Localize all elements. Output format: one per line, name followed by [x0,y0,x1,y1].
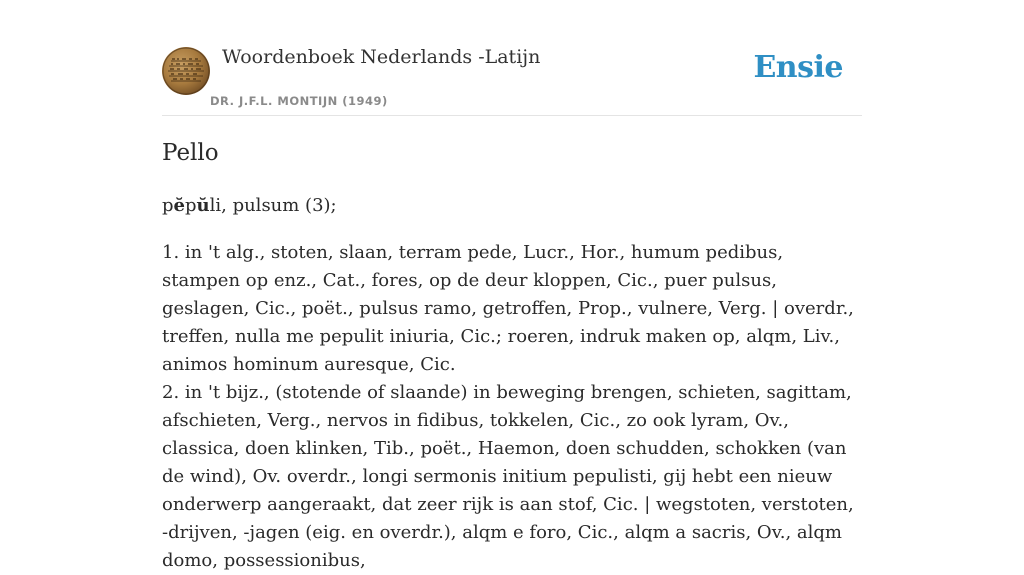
entry-title: Pello [162,140,219,166]
definition-paragraph: 1. in 't alg., stoten, slaan, terram pede, Lucr., Hor., humum pedibus, stampen op enz., Cat., fores, op de deur kloppen, Cic., puer pulsus, geslagen, Cic., poët., pulsus ramo, getroffen, Prop., vulnere, Verg. | overdr., treffen, nulla me pepulit iniuria, Cic.; roeren, indruk maken op, alqm, Liv., animos hominum auresque, Cic. [162,242,854,375]
site-title[interactable]: Woordenboek Nederlands -Latijn [222,46,541,68]
forms-part-bold: ŭ [196,195,210,216]
brand-logo[interactable]: Ensie [753,50,843,85]
entry-forms [162,195,337,216]
entry-definition [162,239,862,575]
forms-part-bold: ĕ [173,195,185,216]
forms-part: li, pulsum (3); [209,195,337,216]
forms-part: p [162,195,174,216]
forms-part: p [184,195,197,216]
page [162,0,862,571]
header [162,0,862,116]
dictionary-author: DR. J.F.L. MONTIJN (1949) [210,94,388,108]
coin-logo-icon[interactable] [162,47,210,95]
definition-paragraph: 2. in 't bijz., (stotende of slaande) in beweging brengen, schieten, sagittam, afschieten, Verg., nervos in fidibus, tokkelen, Cic., zo ook lyram, Ov., classica, doen klinken, Tib., poët., Haemon, doen schudden, schokken (van de wind), Ov. overdr., longi sermonis initium pepulisti, gij hebt een nieuw onderwerp aangeraakt, dat zeer rijk is aan stof, Cic. | wegstoten, verstoten, -drijven, -jagen (eig. en overdr.), alqm e foro, Cic., alqm a sacris, Ov., alqm domo, possessionibus, [162,382,854,571]
